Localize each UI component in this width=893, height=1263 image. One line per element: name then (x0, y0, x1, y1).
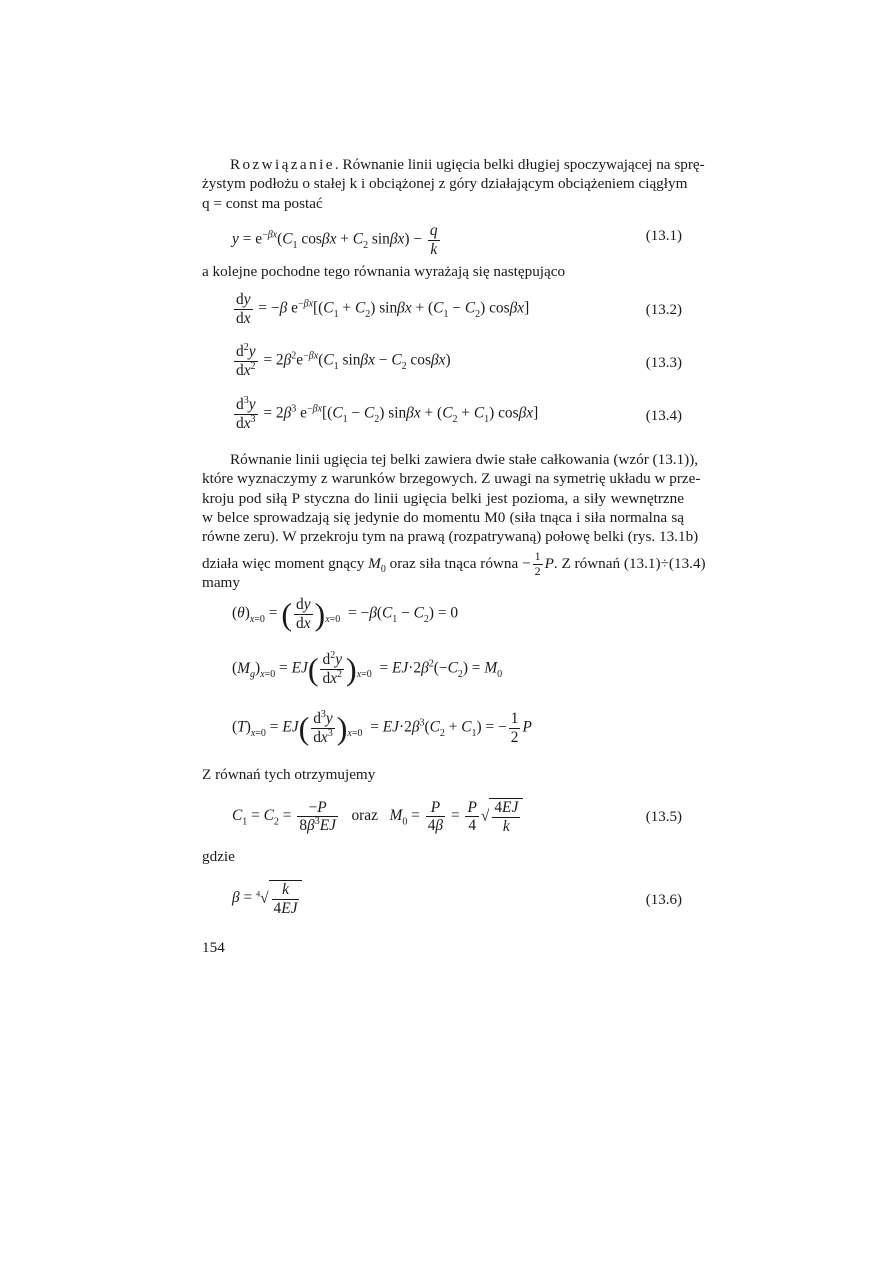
paragraph-where: gdzie (202, 848, 235, 865)
paragraph-we-obtain: Z równań tych otrzymujemy (202, 766, 376, 783)
page-number: 154 (202, 939, 225, 956)
equation-13-2: $\frac{dy}{dx}$ = −β $e^{-\beta x}[(C_1 + C_2) \sin\beta x + (C_1 - C_2)$ cosβx] (236, 291, 530, 327)
equation-13-4: $\frac{d^3y}{dx^3}$ = $2\beta^3$ $e^{-\beta x}[(C_1 - C_2) \sin\beta x + (C_2 + C_1)$ cosβx] (236, 394, 539, 432)
equation-13-3: $\frac{d^2y}{dx^2}$ = $2\beta^2e^{-\beta x}(C_1$ $\sin\beta x - C_2$ cosβx) (236, 341, 451, 379)
equation-moment: $(M_g)_{x=0} = EJ$( $\frac{d^2y}{dx^2}$ )$_{x=0} = EJ\cdot 2\beta^2(-C_2) = M_0$ (232, 649, 503, 688)
solution-lead: Rozwiązanie (230, 156, 335, 173)
equation-number-13-3: (13.3) (645, 355, 682, 371)
equation-13-5: $C_1 = C_2$ = $\frac{-P}{8\beta^3EJ}$ oraz $M_0$ = $\frac{P}{4\beta}$ = $\frac{P}{4}$ √ $\frac{4EJ}{k}$ (232, 798, 523, 835)
equation-number-13-5: (13.5) (645, 809, 682, 825)
equation-number-13-2: (13.2) (645, 302, 682, 318)
equation-theta: $(\theta)_{x=0}$ = ( $\frac{dy}{dx}$ )$_{x=0} = -\beta(C_1 - C_2) = 0$ (232, 596, 459, 633)
word-oraz: oraz (351, 807, 378, 825)
equation-number-13-6: (13.6) (645, 892, 682, 908)
equation-13-6: β = $^4$√ $\frac{k}{4EJ}$ (232, 880, 302, 917)
paragraph-solution-intro: Rozwiązanie. Równanie linii ugięcia belki długiej spoczywającej na sprę- żystym podłożu o stałej k i obciążonej z góry działającym obciążeniem ciągłym q = const ma postać (202, 156, 705, 212)
paragraph-boundary-conditions: Równanie linii ugięcia tej belki zawiera dwie stałe całkowania (wzór (13.1)), które wyznaczymy z warunków brzegowych. Z uwagi na symetrię układu w prze- kroju pod siłą P styczna do linii ugięcia belki jest pozioma, a siły wewnętrzne w belce sprowadzają się jedynie do momentu M0 (siła tnąca i siła normalna są równe zeru). W przekroju tym na prawą (rozpatrywaną) połowę belki (rys. 13.1b) działa więc moment gnący $M_0$ oraz siła tnąca równa − $\frac{1}{2}$ P. Z równań (13.1)÷(13.4) mamy (202, 451, 706, 592)
equation-13-1: $y = e^{-\beta x}(C_1$ $\cos\beta x + C_2$ sinβx) − $\frac{q}{k}$ (232, 222, 438, 258)
paragraph-derivatives: a kolejne pochodne tego równania wyrażają się następująco (202, 263, 566, 280)
equation-shear: $(T)_{x=0} = EJ$( $\frac{d^3y}{dx^3}$ )$_{x=0} = EJ\cdot 2\beta^3(C_2 + C_1)$ = − $\frac{1}{2}$ P (232, 708, 532, 747)
equation-number-13-1: (13.1) (645, 228, 682, 244)
equation-number-13-4: (13.4) (645, 408, 682, 424)
